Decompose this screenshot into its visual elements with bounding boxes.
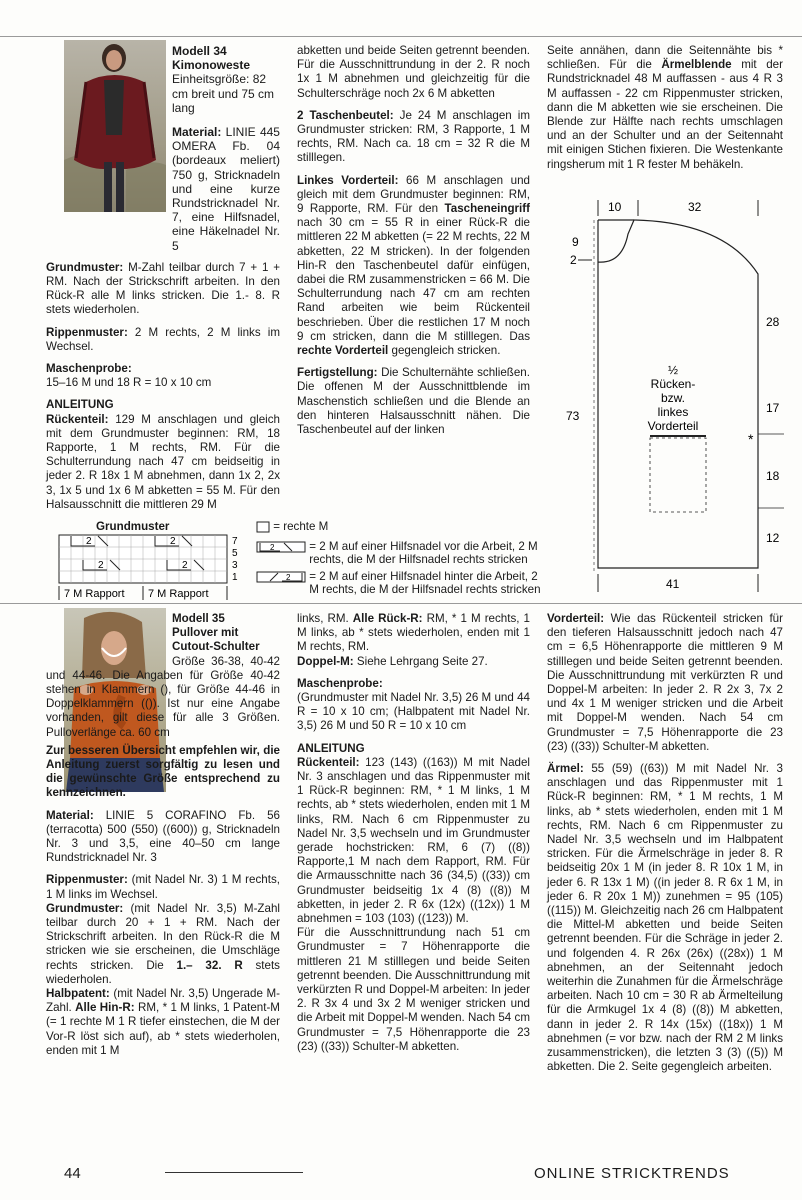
diagram-top-width-shoulder: 32 <box>688 200 702 214</box>
diagram-bottom-width: 41 <box>666 577 680 591</box>
model-35-column-1 <box>46 612 280 1066</box>
cable-back-symbol-icon <box>256 571 306 583</box>
model-34-subtitle: Kimonoweste <box>172 58 251 73</box>
model-34-title: Modell 34 <box>172 44 227 58</box>
model-35-anleitung-heading: ANLEITUNG <box>297 741 365 755</box>
diagram-label-9: 9 <box>572 235 579 249</box>
diagram-star-marker: * <box>748 431 754 447</box>
chart-cross-label: 2 <box>170 536 176 547</box>
model-34-schematic-diagram <box>548 194 788 600</box>
diagram-label-17: 17 <box>766 401 780 415</box>
model-35-col2-halbpatent-cont: links, RM. Alle Rück-R: RM, * 1 M rechts, 1 M links, ab * stets wiederholen, enden mit 1 M rechts, RM. <box>297 612 530 654</box>
svg-text:2: 2 <box>286 572 291 582</box>
model-35-title: Modell 35 <box>172 612 225 625</box>
diagram-label-bzw: bzw. <box>660 391 686 405</box>
legend-row-cable-back: 2 = 2 M auf einer Hilfsnadel hinter die Arbeit, 2 M rechts, die M der Hilfsnadel rechts stricken <box>256 570 549 596</box>
model-34-maschenprobe-label: Maschenprobe: <box>46 362 132 376</box>
model-35-material: Material: LINIE 5 CORAFINO Fb. 56 (terracotta) 500 (550) ((600)) g, Stricknadeln Nr. 3 und 3,5, eine 40–50 cm lange Rundstricknadel Nr. 3 <box>46 808 280 865</box>
chart-rapport-label: 7 M Rapport <box>64 588 125 600</box>
chart-legend <box>256 520 556 602</box>
model-34-column-2 <box>297 44 530 445</box>
model-34-col3-text: Seite annähen, dann die Seitennähte bis * schließen. Für die Ärmelblende mit der Rundstricknadel 48 M auffassen - aus 4 R 3 M auffassen - 22 cm Rippenmuster stricken, dann die M abketten wie sie erscheinen. Die Blende zur Hälfte nach rechts umschlagen und an der Schulter und an der Seitennaht mit einigen Stichen fixieren. Die Westenkante ringsherum mit 1 R fester M behäkeln. <box>547 44 783 171</box>
chart-row-number: 1 <box>232 572 238 583</box>
knit-symbol-icon <box>256 521 270 533</box>
section-divider <box>0 603 802 604</box>
model-35-hint: Zur besseren Übersicht empfehlen wir, die Anleitung zuerst sorgfältig zu lesen und die gewünschte Größe entsprechend zu kennzeichnen. <box>46 743 280 800</box>
top-divider <box>0 36 802 37</box>
model-35-grundmuster: Grundmuster: (mit Nadel Nr. 3,5) M-Zahl teilbar durch 20 + 1 + RM. Nach der Strickschrift arbeiten. In den Rück-R die M stricken wie sie erscheinen, die Umschläge rechts stricken. Die 1.– 32. R stets wiederholen. <box>46 901 280 986</box>
grundmuster-knitting-chart <box>58 534 254 602</box>
model-34-taschenbeutel: 2 Taschenbeutel: Je 24 M anschlagen im Grundmuster stricken: RM, 3 Rapporte, 1 M rechts, RM. Nach ca. 18 cm = 32 R die M stilllegen. <box>297 108 530 165</box>
model-35-subtitle-1: Pullover mit <box>172 626 239 640</box>
diagram-label-18: 18 <box>766 469 780 483</box>
model-34-maschenprobe: 15–16 M und 18 R = 10 x 10 cm <box>46 376 212 390</box>
model-34-col2-continued: abketten und beide Seiten getrennt beenden. Für die Ausschnittrundung in der 2. R noch 1x 1 M abnehmen und gleichzeitig für die Schulterschräge noch 2x 6 M abketten <box>297 44 530 100</box>
model-35-doppel-m: Doppel-M: Siehe Lehrgang Seite 27. <box>297 654 488 668</box>
diagram-label-linkes: linkes <box>657 405 689 419</box>
chart-rapport-label: 7 M Rapport <box>148 588 209 600</box>
model-34-anleitung-heading: ANLEITUNG <box>46 398 114 412</box>
model-35-rippenmuster: Rippenmuster: (mit Nadel Nr. 3) 1 M rechts, 1 M links im Wechsel. <box>46 873 280 901</box>
model-35-sizes: Größe 36-38, 40-42 und 44-46. Die Angaben für Größe 40-42 stehen in Klammern (), für Größe 44-46 in Doppelklammern (()). Ist nur eine Angabe vorhanden, gilt diese für alle 3 Größen. Pulloverlänge ca. 60 cm <box>46 654 280 739</box>
model-34-rippenmuster: Rippenmuster: 2 M rechts, 2 M links im Wechsel. <box>46 325 280 353</box>
chart-cross-label: 2 <box>98 560 104 571</box>
model-34-linkes-vorderteil: Linkes Vorderteil: 66 M anschlagen und gleich mit dem Grundmuster beginnen: RM, 9 Rapporte, RM. Für den Tascheneingriff nach 30 cm = 55 R in einer Rück-R die mittleren 22 M abketten (= 22 M rechts, 22 M abketten, 22 M stricken). In der folgenden Hin-R den Taschenbeutel dafür einfügen, dabei die RM zusammenstricken = 66 M. Die Schulterrundung nach 47 cm am rechten Rand arbeiten wie beim Rückenteil beschrieben. Über die restlichen 17 M noch 9 cm stricken, dann die M stilllegen. Das rechte Vorderteil gegengleich stricken. <box>297 173 530 358</box>
model-35-rueckenteil: Rückenteil: 123 (143) ((163)) M mit Nadel Nr. 3 anschlagen und das Rippenmuster mit 1 Rück-R beginnen: RM, * 1 M links, 1 M rechts, ab * stets wiederholen, enden mit 1 M links, RM. Nach 6 cm Rippenmuster zu Nadel Nr. 3,5 wechseln und im Grundmuster gerade hochstricken: RM, 6 (7) ((8)) Rapporte,1 M nach dem Rapport, RM. Für die Armausschnitte nach 36 (34,5) ((33)) cm Grundmuster beidseitig 1x 4 (8) ((8)) M abketten, in jeder 2. R 6x (12x) ((12x)) 1 M abnehmen = 103 (103) ((123)) M. <box>297 755 530 926</box>
model-35-column-3 <box>547 612 783 1083</box>
diagram-label-28: 28 <box>766 315 780 329</box>
legend-row-cable-front: 2 = 2 M auf einer Hilfsnadel vor die Arbeit, 2 M rechts, die M der Hilfsnadel rechts stricken <box>256 540 549 566</box>
model-35-subtitle-2: Cutout-Schulter <box>172 640 260 654</box>
diagram-label-73: 73 <box>566 409 580 423</box>
grundmuster-chart-title: Grundmuster <box>96 520 170 533</box>
chart-cross-label: 2 <box>86 536 92 547</box>
page-number: 44 <box>64 1165 81 1182</box>
chart-row-number: 3 <box>232 560 238 571</box>
model-35-column-2 <box>297 612 530 1062</box>
model-34-grundmuster: Grundmuster: M-Zahl teilbar durch 7 + 1 + RM. Nach der Strickschrift arbeiten. In den Rück-R alle M links stricken. Die 1.- 8. R stets wiederholen. <box>46 260 280 317</box>
chart-row-number: 5 <box>232 548 238 559</box>
diagram-label-ruecken: Rücken- <box>650 377 696 391</box>
model-35-rueckenteil-2: Für die Ausschnittrundung nach 51 cm Grundmuster = 7 Höhenrapporte die mittleren 21 M stilllegen und beide Seiten getrennt beenden. Die Ausschnittrundung mit verkürzten R und Doppel-M arbeiten: In jeder 2. R 3x 4 und 3x 2 M weniger stricken und die Arbeit mit Doppel-M wenden. Nach 54 cm Grundmuster = 7,5 Höhenrapporte die 23 (23) ((33)) Schulter-M abketten. <box>297 926 530 1053</box>
model-35-maschenprobe: (Grundmuster mit Nadel Nr. 3,5) 26 M und 44 R = 10 x 10 cm; (Halbpatent mit Nadel Nr. 3,5) 26 M und 50 R = 10 x 10 cm <box>297 691 530 733</box>
model-34-size: Einheitsgröße: 82 cm breit und 75 cm lang <box>172 72 275 115</box>
chart-row-number: 7 <box>232 536 238 547</box>
model-34-column-3 <box>547 44 783 180</box>
footer-rule <box>165 1172 303 1173</box>
model-35-halbpatent: Halbpatent: (mit Nadel Nr. 3,5) Ungerade M-Zahl. Alle Hin-R: RM, * 1 M links, 1 Patent-M (= 1 rechte M 1 R tiefer einstechen, die M der Vor-R löst sich auf), ab * stets wiederholen, enden mit 1 M <box>46 987 280 1057</box>
model-34-material: Material: LINIE 445 OMERA Fb. 04 (bordeaux meliert) 750 g, Stricknadeln und eine kurze Rundstricknadel Nr. 7, eine Hilfsnadel, eine Häkelnadel Nr. 5 <box>172 125 280 253</box>
diagram-label-vorderteil: Vorderteil <box>647 419 699 433</box>
model-34-column-1 <box>46 44 280 520</box>
chart-cross-label: 2 <box>182 560 188 571</box>
diagram-pocket-outline <box>650 438 706 512</box>
diagram-top-width-neck: 10 <box>608 200 622 214</box>
model-34-fertigstellung: Fertigstellung: Die Schulternähte schließen. Die offenen M der Ausschnittblende im Maschenstich schließen und die Blende an den hinteren Halsausschnitt nähen. Die Taschenbeutel auf der linken <box>297 366 530 437</box>
cable-front-symbol-icon <box>256 541 306 553</box>
legend-row-knit: = rechte M <box>256 520 328 533</box>
diagram-label-2: 2 <box>570 253 577 267</box>
model-35-aermel: Ärmel: 55 (59) ((63)) M mit Nadel Nr. 3 anschlagen und das Rippenmuster mit 1 Rück-R beginnen: RM, * 1 M rechts, 1 M links, ab * stets wiederholen, enden mit 1 M rechts, RM. Nach 6 cm Rippenmuster zu Nadel Nr. 3,5 wechseln und im Halbpatent stricken. Für die Ärmelschräge in jeder 8. R beidseitig 20x 1 M (in jeder 8. R 10x 1 M, in jeder 6. R 13x 1 M) ((in jeder 8. R 6x 1 M, in jeder 6. R 20x 1 M)) zunehmen = 95 (105) ((115)) M. Gleichzeitig nach 26 cm Halbpatent die Mittel-M abketten und beide Seiten getrennt beenden. Für die Schräge in jeder 2. und folgenden 4. R 26x (26x) ((28x)) 1 M abnehmen, an der Seitennaht jedoch weiterhin die Zunahmen für die Ärmelschräge arbeiten. Nach 10 cm = 30 R ab Ärmelteilung für die Armkugel 1x 4 (8) ((8)) M abketten, dann in jeder 2. R 14x (15x) ((18x)) 1 M abnehmen (= vor bzw. nach der RM 2 M links zusammenstricken), die letzten 3 (3) ((5)) M abketten. Die 2. Seite gegengleich arbeiten. <box>547 762 783 1074</box>
magazine-title: ONLINE STRICKTRENDS <box>534 1165 730 1182</box>
model-35-maschenprobe-label: Maschenprobe: <box>297 676 383 690</box>
model-34-rueckenteil: Rückenteil: 129 M anschlagen und gleich mit dem Grundmuster beginnen: RM, 18 Rapporte, 1 M rechts, RM. Für die Schulterrundung nach 47 cm beidseitig in jeder 2. R 18x 1 M abnehmen, dann 1x 2, 2x 3, 1x 5 und 1x 6 M abketten = 55 M. Für den Halsausschnitt die mittleren 29 M <box>46 412 280 511</box>
svg-text:2: 2 <box>270 542 275 552</box>
diagram-label-half: ½ <box>667 363 679 377</box>
diagram-label-12: 12 <box>766 531 780 545</box>
model-35-vorderteil: Vorderteil: Wie das Rückenteil stricken für den tieferen Halsausschnitt jedoch nach 47 cm = 6,5 Höhenrapporte die mittleren 9 M stilllegen und beide Seiten getrennt beenden. Die Ausschnittrundung mit verkürzten R und Doppel-M arbeiten: In jeder 2. R 2x 3, 7x 2 und 4x 1 M weniger stricken und die Arbeit mit Doppel-M wenden. Nach 54 cm Grundmuster = 7,5 Höhenrapporte die 23 (23) ((33)) Schulter-M abketten. <box>547 612 783 753</box>
